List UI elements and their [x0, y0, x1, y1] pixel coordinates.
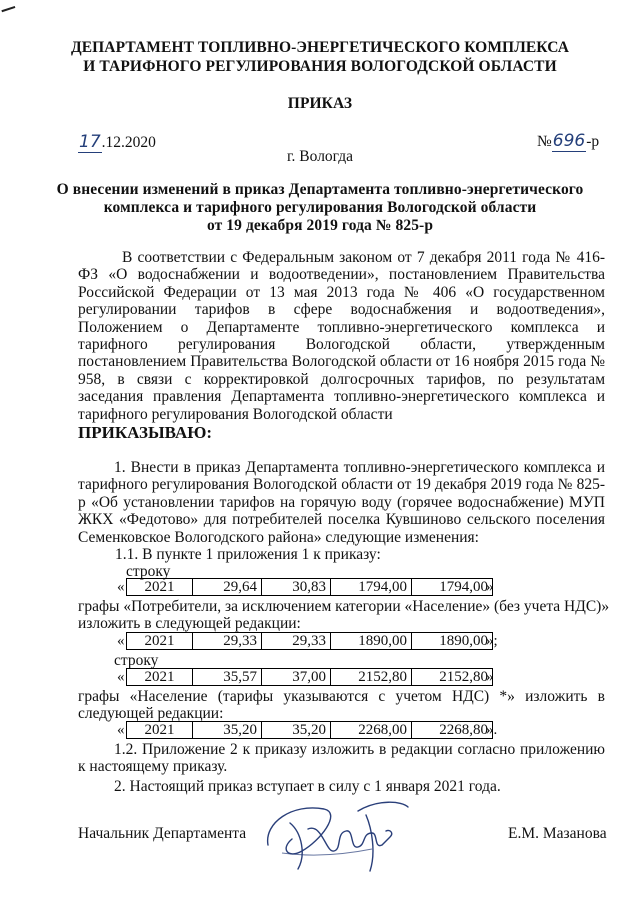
population-column: графы «Население (тарифы указываются с учетом НДС) *» изложить в	[78, 688, 605, 705]
table-row	[127, 633, 493, 650]
number-handwritten: 696	[552, 131, 586, 151]
signature-image	[262, 793, 412, 875]
cell-value: 35,20	[193, 722, 262, 739]
subject-line-1: О внесении изменений в приказ Департамента топливно-энергетического	[56, 181, 584, 198]
value-table-3	[126, 668, 493, 686]
signer-name: Е.М. Мазанова	[508, 825, 607, 842]
value-table-4	[126, 721, 493, 739]
close-quote-4: ».	[486, 722, 498, 738]
department-name-line-1: ДЕПАРТАМЕНТ ТОПЛИВНО-ЭНЕРГЕТИЧЕСКОГО КОМПЛЕКСА	[70, 39, 570, 56]
cell-year: 2021	[127, 579, 193, 596]
number-suffix: -р	[586, 133, 600, 150]
open-quote-4: «	[117, 722, 125, 738]
city: г. Вологда	[286, 148, 354, 165]
item-1: 1. Внести в приказ Департамента топливно-энергетического комплекса и тарифного регулирования Вологодской области от 19 декабря 2019 года № 825-р «Об установлении тарифов на горячую воду (горячее водоснабжение) МУП ЖКХ «Федотово» для потребителей поселка Кувшиново сельского поселения Семенковское Вологодского района» следующие изменения:	[78, 459, 605, 546]
open-quote-2: «	[117, 633, 125, 649]
cell-year: 2021	[127, 722, 193, 739]
department-name-line-2: И ТАРИФНОГО РЕГУЛИРОВАНИЯ ВОЛОГОДСКОЙ ОБЛАСТИ	[83, 58, 557, 75]
order-word: ПРИКАЗЫВАЮ:	[78, 423, 213, 442]
cell-value: 2152,80	[412, 669, 493, 686]
row-word-1: строку	[126, 563, 171, 580]
table-row	[127, 722, 493, 739]
cell-value: 1794,00	[331, 579, 412, 596]
row-word-2: строку	[114, 652, 159, 669]
item-1-1: 1.1. В пункте 1 приложения 1 к приказу:	[115, 546, 381, 563]
new-edition-2: следующей редакции:	[78, 705, 224, 722]
close-quote-1: »	[486, 579, 494, 595]
close-quote-3: »	[486, 669, 494, 685]
cell-value: 29,33	[193, 633, 262, 650]
close-quote-2: »;	[486, 633, 498, 649]
cell-value: 29,64	[193, 579, 262, 596]
document-type: ПРИКАЗ	[287, 95, 353, 112]
cell-value: 1890,00	[331, 633, 412, 650]
consumers-column: графы «Потребители, за исключением категории «Население» (без учета НДС)»	[78, 598, 610, 615]
date-day-handwritten: 17	[79, 132, 101, 152]
value-table-2	[126, 632, 493, 650]
scan-mark	[1, 6, 16, 16]
subject-line-2: комплекса и тарифного регулирования Вологодской области	[103, 199, 537, 216]
cell-value: 35,20	[262, 722, 331, 739]
cell-value: 29,33	[262, 633, 331, 650]
cell-year: 2021	[127, 633, 193, 650]
cell-value: 1794,00	[412, 579, 493, 596]
cell-value: 30,83	[262, 579, 331, 596]
item-2: 2. Настоящий приказ вступает в силу с 1 января 2021 года.	[114, 778, 501, 795]
signer-position: Начальник Департамента	[78, 825, 247, 842]
number-sign: №	[537, 133, 552, 150]
cell-value: 35,57	[193, 669, 262, 686]
cell-value: 2268,00	[331, 722, 412, 739]
cell-value: 2268,80	[412, 722, 493, 739]
open-quote-3: «	[117, 669, 125, 685]
subject-line-3: от 19 декабря 2019 года № 825-р	[206, 217, 434, 234]
open-quote-1: «	[117, 579, 125, 595]
preamble: В соответствии с Федеральным законом от 7 декабря 2011 года № 416-ФЗ «О водоснабжении и водоотведении», постановлением Правительства Российской Федерации от 13 мая 2013 года № 406 «О государственном регулировании тарифов в сфере водоснабжения и водоотведения», Положением о Департаменте топливно-энергетического комплекса и тарифного регулирования Вологодской области, утвержденным постановлением Правительства Вологодской области от 16 ноября 2015 года № 958, в связи с корректировкой долгосрочных тарифов, по результатам заседания правления Департамента топливно-энергетического комплекса и тарифного регулирования Вологодской области	[78, 249, 605, 423]
value-table-1	[126, 578, 493, 596]
cell-value: 37,00	[262, 669, 331, 686]
new-edition-1: изложить в следующей редакции:	[78, 615, 301, 632]
cell-value: 1890,00	[412, 633, 493, 650]
table-row	[127, 579, 493, 596]
date-month-year: .12.2020	[101, 134, 156, 151]
cell-year: 2021	[127, 669, 193, 686]
table-row	[127, 669, 493, 686]
cell-value: 2152,80	[331, 669, 412, 686]
item-1-2: 1.2. Приложение 2 к приказу изложить в редакции согласно приложению к настоящему приказу.	[78, 741, 605, 776]
